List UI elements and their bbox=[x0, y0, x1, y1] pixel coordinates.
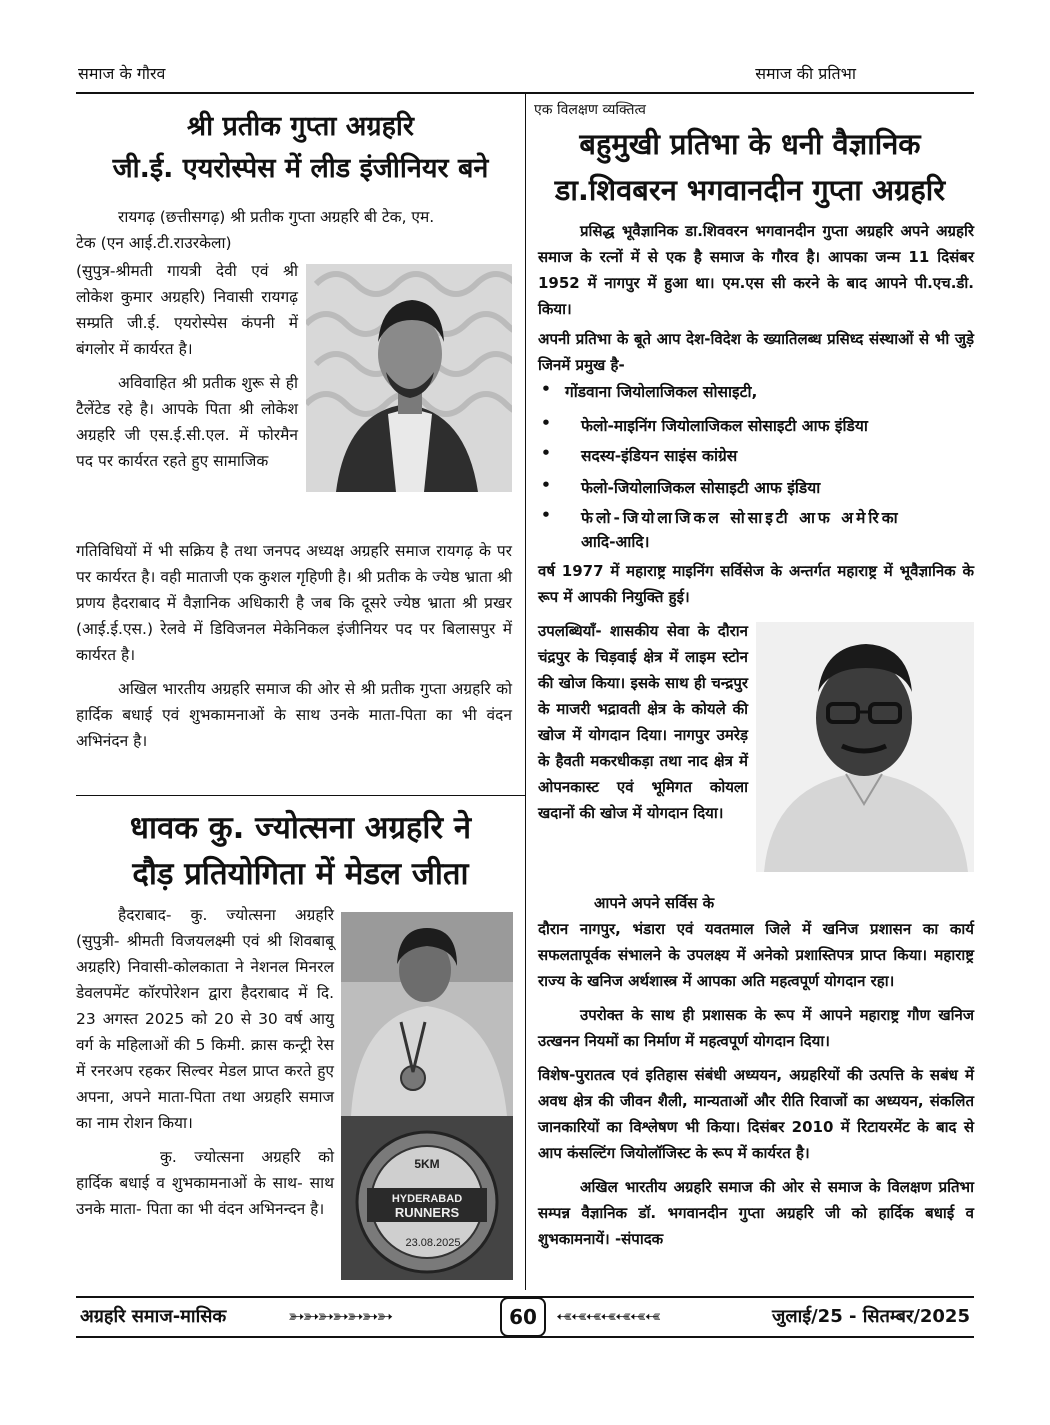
wheat-ornament-icon: ➳➳➳➳➳➳➳ bbox=[288, 1304, 392, 1328]
article3-service bbox=[538, 890, 974, 1252]
portrait-photo-pratik bbox=[306, 264, 512, 492]
article3-paragraph: विशेष-पुरातत्व एवं इतिहास संबंधी अध्ययन, अग्रहरियों की उत्पत्ति के सबंध में अवध क्षेत्र की जीवन शैली, मान्यताओं और रीति रिवाजों का अध्ययन, संकलित जानकारियों का विश्लेषण भी किया। दिसंबर 2010 में रिटायरमेंट के बाद से आप कंसल्टिंग जियोलॉजिस्ट के रूप में कार्यरत है। bbox=[538, 1066, 974, 1162]
wheat-ornament-icon: ➳➳➳➳➳➳➳ bbox=[558, 1304, 662, 1328]
column-divider bbox=[525, 94, 526, 1290]
article2-paragraph: हैदराबाद- कु. ज्योत्सना अग्रहरि (सुपुत्री- श्रीमती विजयलक्ष्मी एवं श्री शिवबाबू अग्रहरि) निवासी-कोलकाता ने नेशनल मिनरल डेवलपमेंट कॉरपोरेशन द्वारा हैदराबाद में दि. 23 अगस्त 2025 को 20 से 30 वर्ष आयु वर्ग के महिलाओं की 5 किमी. क्रास कन्ट्री रेस में रनरअप रहकर सिल्वर मेडल प्राप्त करते हुए अपना, अपने माता-पिता तथा अग्रहरि समाज का नाम रोशन किया। bbox=[76, 906, 334, 1132]
article3-paragraph: दौरान नागपुर, भंडारा एवं यवतमाल जिले में खनिज प्रशासन का कार्य सफलतापूर्वक संभालने के उपलक्ष्य में अनेको प्रशास्तिपत्र प्राप्त किया। महाराष्ट्र राज्य के खनिज अर्थशास्त्र में आपका अति महत्वपूर्ण योगदान रहा। bbox=[538, 920, 974, 990]
article2-title-line2: दौड़ प्रतियोगिता में मेडल जीता bbox=[132, 856, 469, 892]
article3-paragraph: उपलब्धियाँ- शासकीय सेवा के दौरान चंद्रपुर के चिड़वाई क्षेत्र में लाइम स्टोन की खोज किया। इसके साथ ही चन्द्रपुर के माजरी भद्रावती क्षेत्र के कोयले की खोज में योगदान दिया। नागपुर उमरेड़ के हैवती मकरधीकड़ा तथा नाद क्षेत्र में ओपनकास्ट एवं भूमिगत कोयला खदानों की खोज में योगदान दिया। bbox=[538, 622, 748, 822]
medal-text-runners: RUNNERS bbox=[394, 1205, 460, 1220]
article1-paragraph: अखिल भारतीय अग्रहरि समाज की ओर से श्री प्रतीक गुप्ता अग्रहरि को हार्दिक बधाई एवं शुभकामनाओं के साथ उनके माता-पिता का भी वंदन अभिनंदन है। bbox=[76, 680, 512, 750]
article2-paragraph: कु. ज्योत्सना अग्रहरि को हार्दिक बधाई व शुभकामनाओं के साथ- साथ उनके माता- पिता का भी वंदन अभिनन्दन है। bbox=[76, 1148, 334, 1218]
article3-paragraph: अखिल भारतीय अग्रहरि समाज की ओर से समाज के विलक्षण प्रतिभा सम्पन्न वैज्ञानिक डॉ. भगवानदीन गुप्ता अग्रहरि जी को हार्दिक बधाई व शुभकामनायें। -संपादक bbox=[538, 1178, 974, 1248]
footer-issue-date: जुलाई/25 - सितम्बर/2025 bbox=[772, 1306, 970, 1327]
article2-text bbox=[76, 902, 334, 1222]
page-footer bbox=[76, 1296, 974, 1338]
article3-title-line2: डा.शिवबरन भगवानदीन गुप्ता अग्रहरि bbox=[554, 173, 946, 207]
article1-intro-line1: रायगढ़ (छत्तीसगढ़) श्री प्रतीक गुप्ता अग्रहरि बी टेक, एम. bbox=[118, 208, 435, 226]
article3-paragraph: अपनी प्रतिभा के बूते आप देश-विदेश के ख्यातिलब्ध प्रसिध्द संस्थाओं से भी जुड़े जिनमें प्रमुख है- bbox=[538, 330, 974, 374]
article1-paragraph: गतिविधियों में भी सक्रिय है तथा जनपद अध्यक्ष अग्रहरि समाज रायगढ़ के पर पर कार्यरत है। वही माताजी एक कुशल गृहिणी है। श्री प्रतीक के ज्येष्ठ भ्राता श्री प्रणय हैदराबाद में वैज्ञानिक अधिकारी है जब कि दूसरे ज्येष्ठ भ्राता श्री प्रखर (आई.ई.एस.) रेलवे में डिविजनल मेकेनिकल इंजीनियर पद पर बिलासपुर में कार्यरत है। bbox=[76, 542, 512, 664]
article1-intro-line2: टेक (एन आई.टी.राउरकेला) bbox=[76, 234, 232, 252]
footer-magazine-name: अग्रहरि समाज-मासिक bbox=[80, 1306, 227, 1327]
article1-paragraph: अविवाहित श्री प्रतीक शुरू से ही टैलेंटेड रहे है। आपके पिता श्री लोकेश अग्रहरि जी एस.ई.सी.एल. में फोरमैन पद पर कार्यरत रहते हुए सामाजिक bbox=[76, 374, 298, 470]
article-divider bbox=[76, 795, 525, 796]
running-head-right: समाज की प्रतिभा bbox=[755, 64, 856, 83]
article3-achievements bbox=[538, 618, 748, 826]
bullet-tail: आदि-आदि। bbox=[581, 533, 650, 551]
article3-appointment bbox=[538, 558, 974, 610]
article2-title-line1: धावक कु. ज्योत्सना अग्रहरि ने bbox=[129, 810, 472, 846]
selfie-photo-jyotsna bbox=[341, 912, 513, 1116]
article3-paragraph: आपने अपने सर्विस के bbox=[594, 894, 715, 912]
article3-title-line1: बहुमुखी प्रतिभा के धनी वैज्ञानिक bbox=[579, 127, 921, 161]
article1-continued bbox=[76, 538, 512, 754]
page-number: 60 bbox=[500, 1297, 546, 1337]
article1-title-line2: जी.ई. एयरोस्पेस में लीड इंजीनियर बने bbox=[112, 153, 489, 184]
article3-paragraph: प्रसिद्ध भूवैज्ञानिक डा.शिववरन भगवानदीन गुप्ता अग्रहरि अपने अग्रहरि समाज के रत्नों में से एक है समाज के गौरव है। आपका जन्म 11 दिसंबर 1952 में नागपुर में हुआ था। एम.एस सी करने के बाद आपने पी.एच.डी. किया। bbox=[538, 222, 974, 318]
article3-intro bbox=[538, 218, 974, 378]
medal-distance: 5KM bbox=[414, 1157, 440, 1171]
medal-date: 23.08.2025 bbox=[405, 1237, 461, 1249]
article1-side-text bbox=[76, 258, 298, 474]
article3-paragraph: उपरोक्त के साथ ही प्रशासक के रूप में आपने महाराष्ट्र गौण खनिज उत्खनन नियमों का निर्माण में महत्वपूर्ण योगदान दिया। bbox=[538, 1006, 974, 1050]
article1-title-line1: श्री प्रतीक गुप्ता अग्रहरि bbox=[187, 111, 414, 142]
medal-text-hyderabad: HYDERABAD bbox=[391, 1193, 463, 1205]
article1-intro bbox=[76, 204, 512, 256]
running-head-left: समाज के गौरव bbox=[78, 64, 166, 83]
article3-paragraph: वर्ष 1977 में महाराष्ट्र माइनिंग सर्विसेज के अन्तर्गत महाराष्ट्र में भूवैज्ञानिक के रूप में आपकी नियुक्ति हुई। bbox=[538, 562, 974, 606]
medal-photo bbox=[341, 1116, 513, 1280]
article3-kicker: एक विलक्षण व्यक्तित्व bbox=[534, 102, 646, 118]
article1-paragraph: (सुपुत्र-श्रीमती गायत्री देवी एवं श्री लोकेश कुमार अग्रहरि) निवासी रायगढ़ सम्प्रति जी.ई. एयरोस्पेस कंपनी में बंगलोर में कार्यरत है। bbox=[76, 262, 298, 358]
portrait-photo-shivbaran bbox=[756, 622, 974, 872]
